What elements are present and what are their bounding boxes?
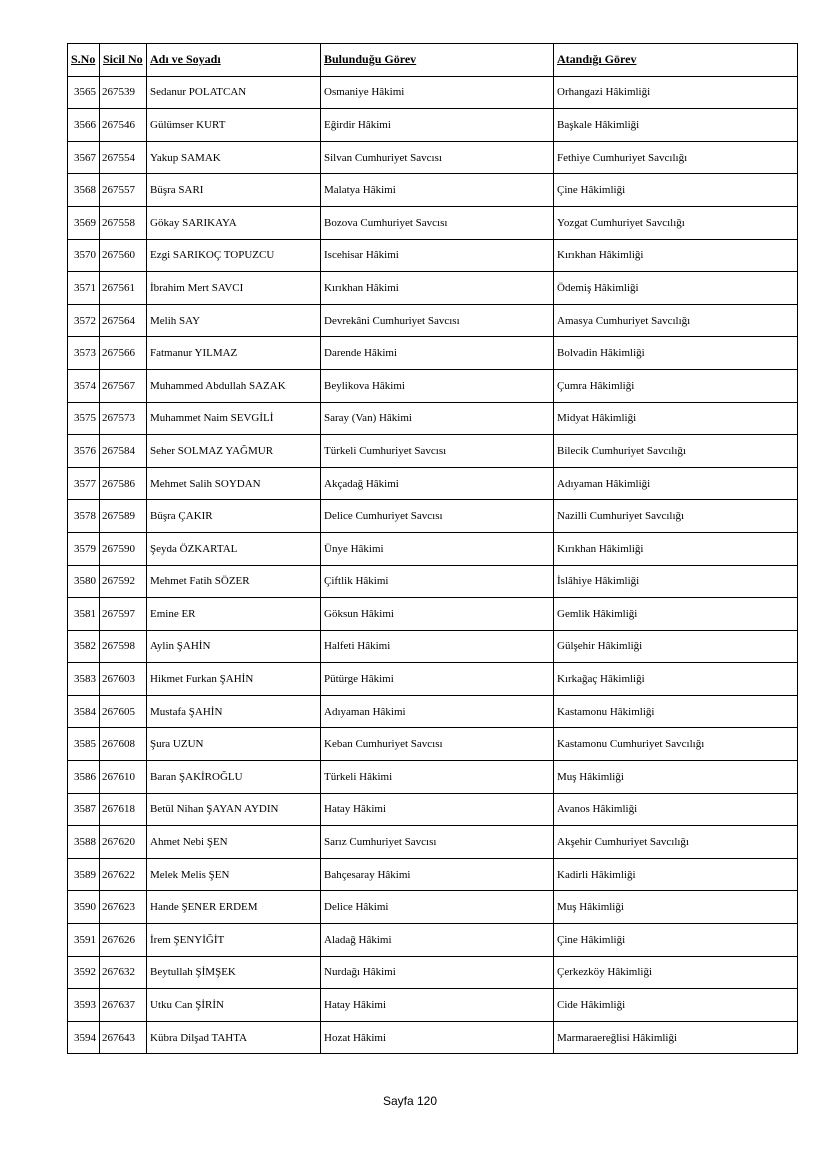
cell-sicil-no: 267566	[100, 337, 147, 370]
table-row	[68, 500, 798, 533]
cell-assigned-post: İslâhiye Hâkimliği	[554, 565, 798, 598]
table-row	[68, 761, 798, 794]
table-row	[68, 663, 798, 696]
cell-assigned-post: Midyat Hâkimliği	[554, 402, 798, 435]
cell-sicil-no: 267589	[100, 500, 147, 533]
cell-sicil-no: 267557	[100, 174, 147, 207]
cell-name: Beytullah ŞİMŞEK	[147, 956, 321, 989]
cell-name: Şura UZUN	[147, 728, 321, 761]
table-row	[68, 239, 798, 272]
table-row	[68, 1021, 798, 1054]
table-row	[68, 76, 798, 109]
cell-sicil-no: 267546	[100, 109, 147, 142]
cell-assigned-post: Bolvadin Hâkimliği	[554, 337, 798, 370]
table-row	[68, 532, 798, 565]
cell-sicil-no: 267586	[100, 467, 147, 500]
cell-sno: 3569	[68, 206, 100, 239]
table-row	[68, 793, 798, 826]
cell-sicil-no: 267584	[100, 435, 147, 468]
cell-sicil-no: 267558	[100, 206, 147, 239]
table-row	[68, 956, 798, 989]
cell-sicil-no: 267598	[100, 630, 147, 663]
cell-current-post: Eğirdir Hâkimi	[321, 109, 554, 142]
cell-sicil-no: 267622	[100, 858, 147, 891]
cell-sicil-no: 267603	[100, 663, 147, 696]
cell-assigned-post: Bilecik Cumhuriyet Savcılığı	[554, 435, 798, 468]
cell-sno: 3585	[68, 728, 100, 761]
cell-current-post: Bahçesaray Hâkimi	[321, 858, 554, 891]
cell-assigned-post: Gülşehir Hâkimliği	[554, 630, 798, 663]
table-body	[68, 76, 798, 1054]
cell-sno: 3570	[68, 239, 100, 272]
cell-name: Hikmet Furkan ŞAHİN	[147, 663, 321, 696]
cell-current-post: Hozat Hâkimi	[321, 1021, 554, 1054]
cell-assigned-post: Amasya Cumhuriyet Savcılığı	[554, 304, 798, 337]
cell-sicil-no: 267605	[100, 695, 147, 728]
cell-sno: 3581	[68, 598, 100, 631]
table-row	[68, 630, 798, 663]
cell-sno: 3590	[68, 891, 100, 924]
cell-assigned-post: Marmaraereğlisi Hâkimliği	[554, 1021, 798, 1054]
table-row	[68, 565, 798, 598]
cell-name: Aylin ŞAHİN	[147, 630, 321, 663]
table-row	[68, 891, 798, 924]
cell-sicil-no: 267590	[100, 532, 147, 565]
cell-sno: 3571	[68, 272, 100, 305]
cell-sicil-no: 267597	[100, 598, 147, 631]
table-row	[68, 369, 798, 402]
cell-name: Emine ER	[147, 598, 321, 631]
cell-sno: 3594	[68, 1021, 100, 1054]
cell-name: Melek Melis ŞEN	[147, 858, 321, 891]
cell-sicil-no: 267573	[100, 402, 147, 435]
cell-current-post: Iscehisar Hâkimi	[321, 239, 554, 272]
cell-sno: 3582	[68, 630, 100, 663]
cell-sicil-no: 267561	[100, 272, 147, 305]
cell-assigned-post: Kastamonu Hâkimliği	[554, 695, 798, 728]
cell-name: Melih SAY	[147, 304, 321, 337]
cell-current-post: Göksun Hâkimi	[321, 598, 554, 631]
cell-current-post: Türkeli Hâkimi	[321, 761, 554, 794]
cell-sicil-no: 267637	[100, 989, 147, 1022]
cell-name: Mustafa ŞAHİN	[147, 695, 321, 728]
cell-assigned-post: Fethiye Cumhuriyet Savcılığı	[554, 141, 798, 174]
cell-assigned-post: Avanos Hâkimliği	[554, 793, 798, 826]
cell-name: Muhammet Naim SEVGİLİ	[147, 402, 321, 435]
cell-name: Fatmanur YILMAZ	[147, 337, 321, 370]
cell-name: Utku Can ŞİRİN	[147, 989, 321, 1022]
cell-sno: 3579	[68, 532, 100, 565]
cell-sno: 3577	[68, 467, 100, 500]
cell-assigned-post: Çumra Hâkimliği	[554, 369, 798, 402]
cell-current-post: Sarız Cumhuriyet Savcısı	[321, 826, 554, 859]
cell-current-post: Delice Hâkimi	[321, 891, 554, 924]
cell-assigned-post: Başkale Hâkimliği	[554, 109, 798, 142]
cell-assigned-post: Yozgat Cumhuriyet Savcılığı	[554, 206, 798, 239]
cell-assigned-post: Kastamonu Cumhuriyet Savcılığı	[554, 728, 798, 761]
table-row	[68, 598, 798, 631]
page-number: Sayfa 120	[382, 1094, 438, 1108]
cell-sno: 3575	[68, 402, 100, 435]
cell-sicil-no: 267643	[100, 1021, 147, 1054]
cell-current-post: Bozova Cumhuriyet Savcısı	[321, 206, 554, 239]
cell-name: Ezgi SARIKOÇ TOPUZCU	[147, 239, 321, 272]
cell-sicil-no: 267560	[100, 239, 147, 272]
cell-sno: 3576	[68, 435, 100, 468]
cell-assigned-post: Kadirli Hâkimliği	[554, 858, 798, 891]
cell-sicil-no: 267539	[100, 76, 147, 109]
cell-assigned-post: Orhangazi Hâkimliği	[554, 76, 798, 109]
cell-current-post: Keban Cumhuriyet Savcısı	[321, 728, 554, 761]
cell-current-post: Kırıkhan Hâkimi	[321, 272, 554, 305]
table-row	[68, 695, 798, 728]
cell-assigned-post: Gemlik Hâkimliği	[554, 598, 798, 631]
cell-sno: 3586	[68, 761, 100, 794]
cell-sno: 3578	[68, 500, 100, 533]
cell-name: Mehmet Fatih SÖZER	[147, 565, 321, 598]
cell-sicil-no: 267592	[100, 565, 147, 598]
cell-current-post: Nurdağı Hâkimi	[321, 956, 554, 989]
table-row	[68, 109, 798, 142]
cell-sicil-no: 267623	[100, 891, 147, 924]
cell-name: Yakup SAMAK	[147, 141, 321, 174]
cell-sno: 3583	[68, 663, 100, 696]
cell-assigned-post: Kırıkhan Hâkimliği	[554, 239, 798, 272]
cell-sno: 3589	[68, 858, 100, 891]
table-header-row	[68, 44, 798, 77]
cell-sno: 3574	[68, 369, 100, 402]
cell-current-post: Silvan Cumhuriyet Savcısı	[321, 141, 554, 174]
cell-current-post: Aladağ Hâkimi	[321, 924, 554, 957]
table-row	[68, 826, 798, 859]
cell-name: Gülümser KURT	[147, 109, 321, 142]
cell-assigned-post: Kırıkhan Hâkimliği	[554, 532, 798, 565]
cell-current-post: Halfeti Hâkimi	[321, 630, 554, 663]
cell-name: Baran ŞAKİROĞLU	[147, 761, 321, 794]
cell-name: Büşra ÇAKIR	[147, 500, 321, 533]
cell-assigned-post: Cide Hâkimliği	[554, 989, 798, 1022]
cell-assigned-post: Kırkağaç Hâkimliği	[554, 663, 798, 696]
table-row	[68, 272, 798, 305]
cell-assigned-post: Muş Hâkimliği	[554, 761, 798, 794]
cell-current-post: Saray (Van) Hâkimi	[321, 402, 554, 435]
cell-current-post: Devrekâni Cumhuriyet Savcısı	[321, 304, 554, 337]
table-row	[68, 989, 798, 1022]
cell-current-post: Darende Hâkimi	[321, 337, 554, 370]
cell-name: Muhammed Abdullah SAZAK	[147, 369, 321, 402]
cell-current-post: Türkeli Cumhuriyet Savcısı	[321, 435, 554, 468]
table-row	[68, 304, 798, 337]
cell-sno: 3591	[68, 924, 100, 957]
table-row	[68, 435, 798, 468]
header-sno: S.No	[68, 44, 100, 77]
cell-current-post: Adıyaman Hâkimi	[321, 695, 554, 728]
cell-sno: 3566	[68, 109, 100, 142]
cell-name: Sedanur POLATCAN	[147, 76, 321, 109]
cell-current-post: Ünye Hâkimi	[321, 532, 554, 565]
cell-assigned-post: Çine Hâkimliği	[554, 174, 798, 207]
cell-sicil-no: 267626	[100, 924, 147, 957]
header-current-post: Bulunduğu Görev	[321, 44, 554, 77]
cell-sicil-no: 267632	[100, 956, 147, 989]
table-row	[68, 467, 798, 500]
cell-current-post: Osmaniye Hâkimi	[321, 76, 554, 109]
table-row	[68, 141, 798, 174]
cell-current-post: Hatay Hâkimi	[321, 989, 554, 1022]
header-assigned-post: Atandığı Görev	[554, 44, 798, 77]
cell-current-post: Akçadağ Hâkimi	[321, 467, 554, 500]
cell-name: Mehmet Salih SOYDAN	[147, 467, 321, 500]
cell-sicil-no: 267620	[100, 826, 147, 859]
cell-sno: 3593	[68, 989, 100, 1022]
cell-assigned-post: Muş Hâkimliği	[554, 891, 798, 924]
cell-assigned-post: Akşehir Cumhuriyet Savcılığı	[554, 826, 798, 859]
cell-sno: 3580	[68, 565, 100, 598]
cell-current-post: Malatya Hâkimi	[321, 174, 554, 207]
cell-name: İbrahim Mert SAVCI	[147, 272, 321, 305]
cell-name: Seher SOLMAZ YAĞMUR	[147, 435, 321, 468]
cell-sicil-no: 267564	[100, 304, 147, 337]
cell-name: Gökay SARIKAYA	[147, 206, 321, 239]
cell-sno: 3588	[68, 826, 100, 859]
cell-current-post: Beylikova Hâkimi	[321, 369, 554, 402]
cell-assigned-post: Nazilli Cumhuriyet Savcılığı	[554, 500, 798, 533]
cell-sno: 3573	[68, 337, 100, 370]
cell-sno: 3592	[68, 956, 100, 989]
cell-sno: 3565	[68, 76, 100, 109]
cell-assigned-post: Çerkezköy Hâkimliği	[554, 956, 798, 989]
cell-name: İrem ŞENYİĞİT	[147, 924, 321, 957]
cell-name: Hande ŞENER ERDEM	[147, 891, 321, 924]
table-row	[68, 858, 798, 891]
table-row	[68, 402, 798, 435]
cell-sicil-no: 267567	[100, 369, 147, 402]
cell-current-post: Çiftlik Hâkimi	[321, 565, 554, 598]
cell-sno: 3567	[68, 141, 100, 174]
cell-sicil-no: 267618	[100, 793, 147, 826]
assignment-table	[67, 43, 798, 1054]
cell-sno: 3584	[68, 695, 100, 728]
table-row	[68, 174, 798, 207]
table-row	[68, 206, 798, 239]
table-row	[68, 728, 798, 761]
cell-current-post: Pütürge Hâkimi	[321, 663, 554, 696]
cell-name: Betül Nihan ŞAYAN AYDIN	[147, 793, 321, 826]
table-row	[68, 924, 798, 957]
cell-current-post: Hatay Hâkimi	[321, 793, 554, 826]
cell-name: Şeyda ÖZKARTAL	[147, 532, 321, 565]
table-row	[68, 337, 798, 370]
cell-name: Ahmet Nebi ŞEN	[147, 826, 321, 859]
cell-name: Büşra SARI	[147, 174, 321, 207]
cell-sicil-no: 267610	[100, 761, 147, 794]
cell-assigned-post: Ödemiş Hâkimliği	[554, 272, 798, 305]
cell-name: Kübra Dilşad TAHTA	[147, 1021, 321, 1054]
cell-assigned-post: Çine Hâkimliği	[554, 924, 798, 957]
cell-current-post: Delice Cumhuriyet Savcısı	[321, 500, 554, 533]
cell-sno: 3572	[68, 304, 100, 337]
cell-sicil-no: 267608	[100, 728, 147, 761]
cell-assigned-post: Adıyaman Hâkimliği	[554, 467, 798, 500]
cell-sno: 3568	[68, 174, 100, 207]
header-sicil-no: Sicil No	[100, 44, 147, 77]
cell-sno: 3587	[68, 793, 100, 826]
header-name: Adı ve Soyadı	[147, 44, 321, 77]
cell-sicil-no: 267554	[100, 141, 147, 174]
